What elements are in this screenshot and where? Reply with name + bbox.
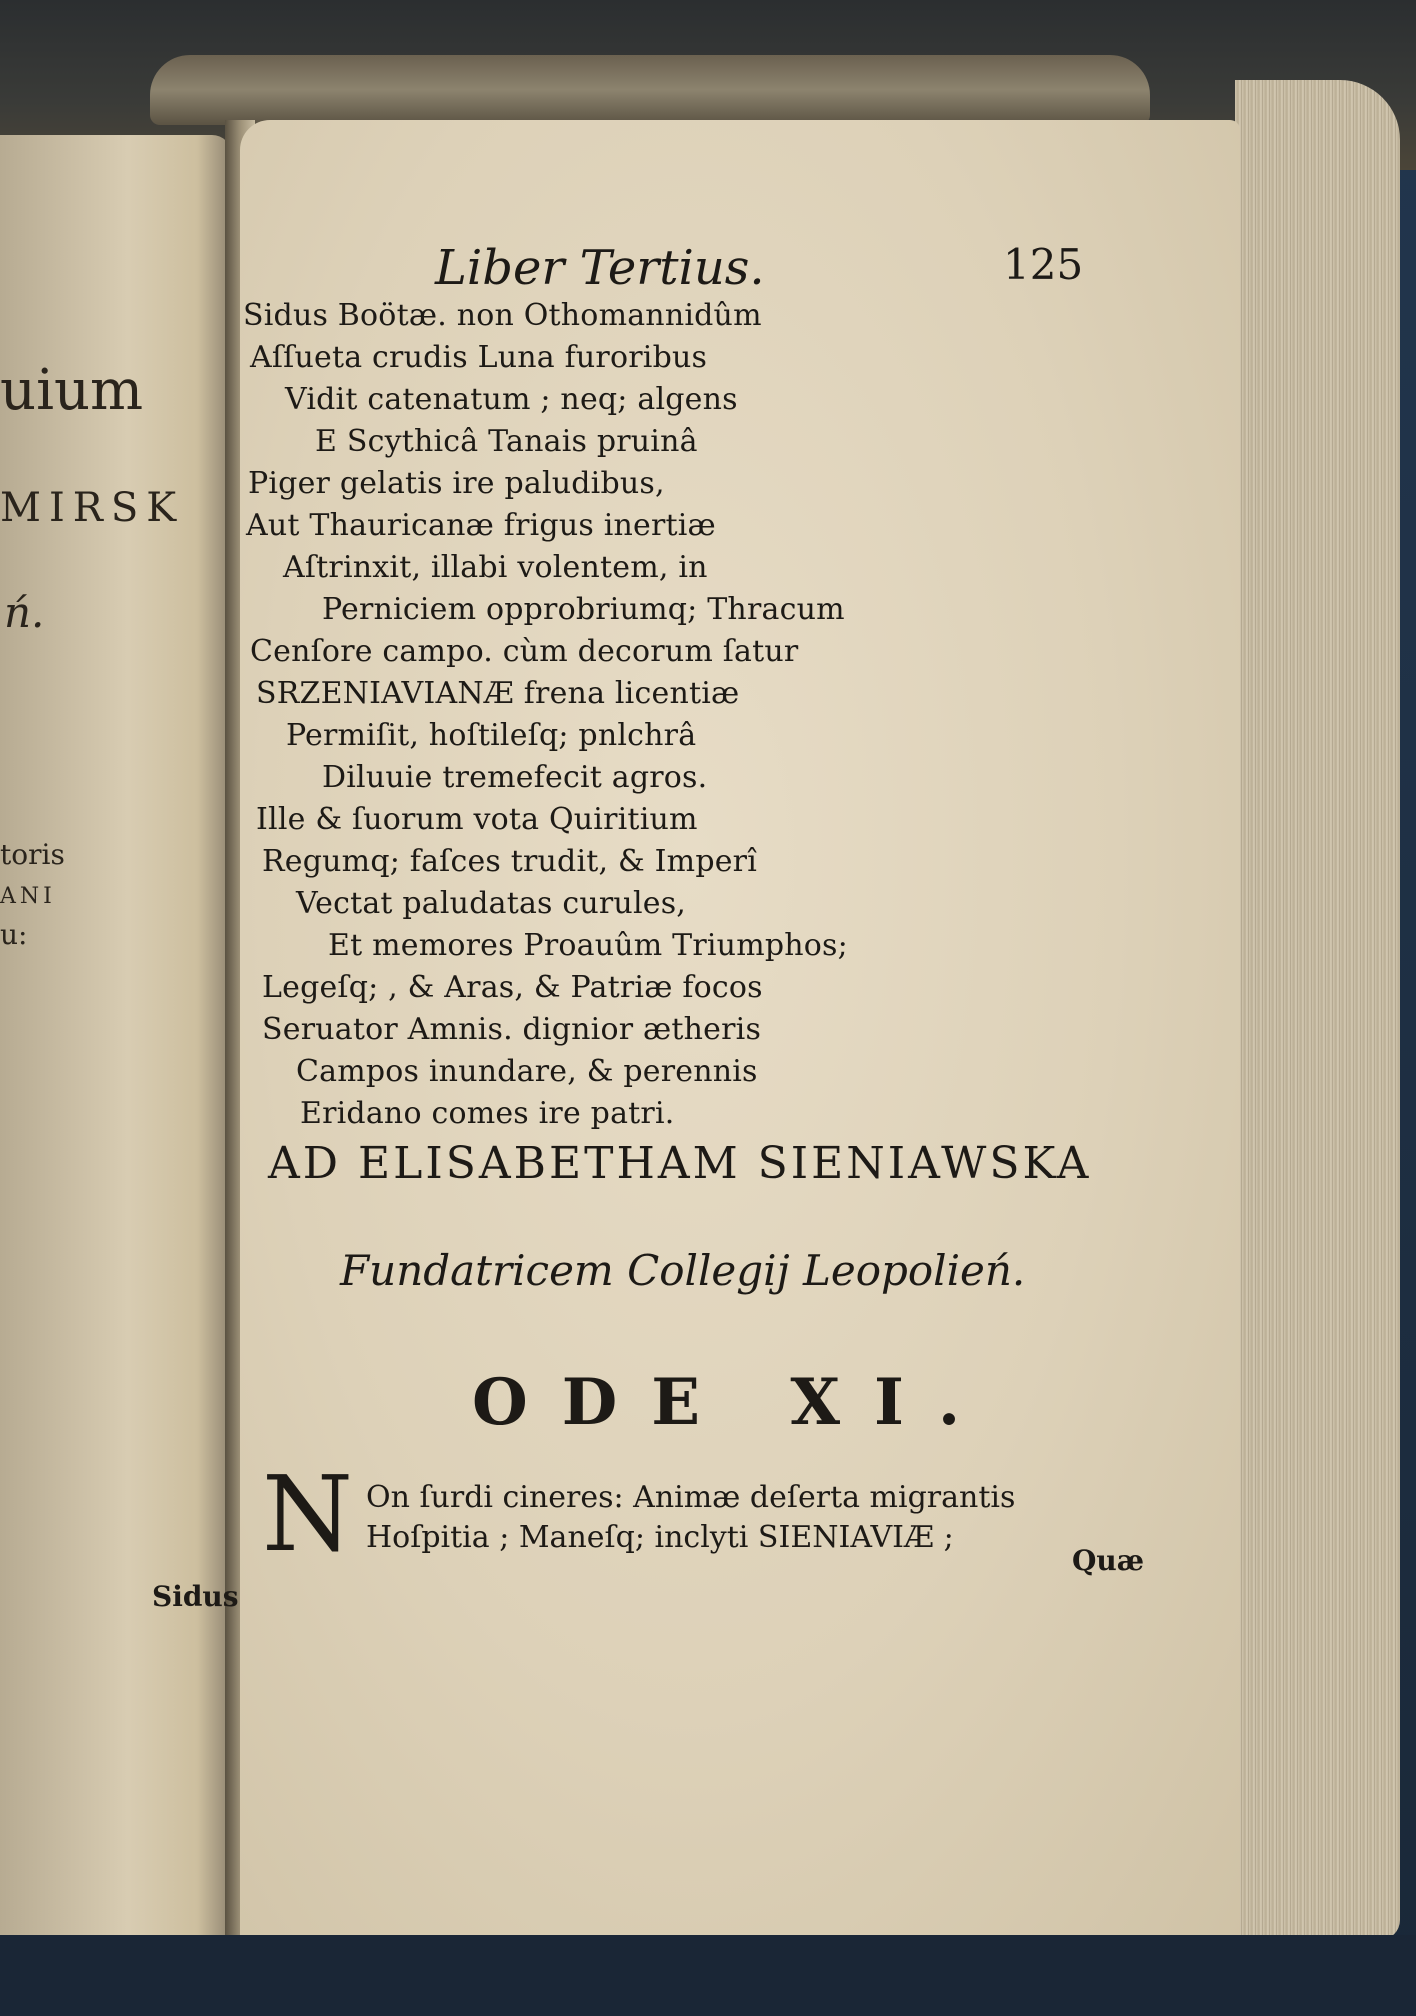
verse-line: Eridano comes ire patri.	[300, 1096, 675, 1131]
verse-line: Aſtrinxit, illabi volentem, in	[283, 550, 708, 585]
book-binding	[150, 55, 1150, 125]
left-page-catchword: Sidus	[152, 1580, 239, 1613]
running-head: Liber Tertius.	[435, 240, 765, 296]
ode-dedication-heading: AD ELISABETHAM SIENIAWSKA	[268, 1138, 1092, 1189]
verse-line: Et memores Proauûm Triumphos;	[328, 928, 848, 963]
ode-body-line: On ſurdi cineres: Animæ deſerta migrantis	[366, 1480, 1016, 1515]
verse-line: Permiſit, hoſtileſq; pnlchrâ	[286, 718, 697, 753]
verse-line: Aut Thauricanæ frigus inertiæ	[246, 508, 716, 543]
ode-body-line: Hoſpitia ; Maneſq; inclyti SIENIAVIÆ ;	[366, 1520, 954, 1555]
left-page-line-1: toris	[0, 838, 65, 871]
left-page-line-2: ANI	[0, 884, 56, 909]
drop-cap: N	[262, 1453, 353, 1575]
page-fore-edge	[1235, 80, 1400, 1940]
verse-line: Legeſq; , & Aras, & Patriæ focos	[262, 970, 763, 1005]
left-page-line-3: u:	[0, 918, 28, 951]
verse-line: Sidus Boötæ. non Othomannidûm	[243, 298, 762, 333]
page-number: 125	[1003, 240, 1084, 289]
verse-line: Vectat paludatas curules,	[296, 886, 687, 921]
verse-line: Diluuie tremefecit agros.	[322, 760, 708, 795]
verse-line: Ille & ſuorum vota Quiritium	[256, 802, 698, 837]
verse-line: Perniciem opprobriumq; Thracum	[322, 592, 845, 627]
verse-line: Campos inundare, & perennis	[296, 1054, 758, 1089]
ode-dedication-subheading: Fundatricem Collegij Leopolień.	[340, 1246, 1026, 1295]
verse-line: Regumq; faſces trudit, & Imperî	[262, 844, 758, 879]
verse-line: Piger gelatis ire paludibus,	[248, 466, 665, 501]
verse-line: E Scythicâ Tanais pruinâ	[315, 424, 698, 459]
verse-line: Seruator Amnis. dignior ætheris	[262, 1012, 762, 1047]
ode-title: ODE XI.	[472, 1365, 995, 1440]
left-page-name-fragment: MIRSK	[0, 485, 185, 531]
verse-line: SRZENIAVIANÆ frena licentiæ	[256, 676, 740, 711]
verse-line: Aſſueta crudis Luna furoribus	[250, 340, 708, 375]
left-page-word-fragment: uium	[0, 358, 144, 423]
scan-bottom-background	[0, 1935, 1416, 2016]
verse-line: Vidit catenatum ; neq; algens	[285, 382, 738, 417]
verse-line: Cenſore campo. cùm decorum ſatur	[250, 634, 799, 669]
right-page-catchword: Quæ	[1072, 1544, 1145, 1577]
left-page-italic-fragment: ń.	[4, 588, 45, 637]
